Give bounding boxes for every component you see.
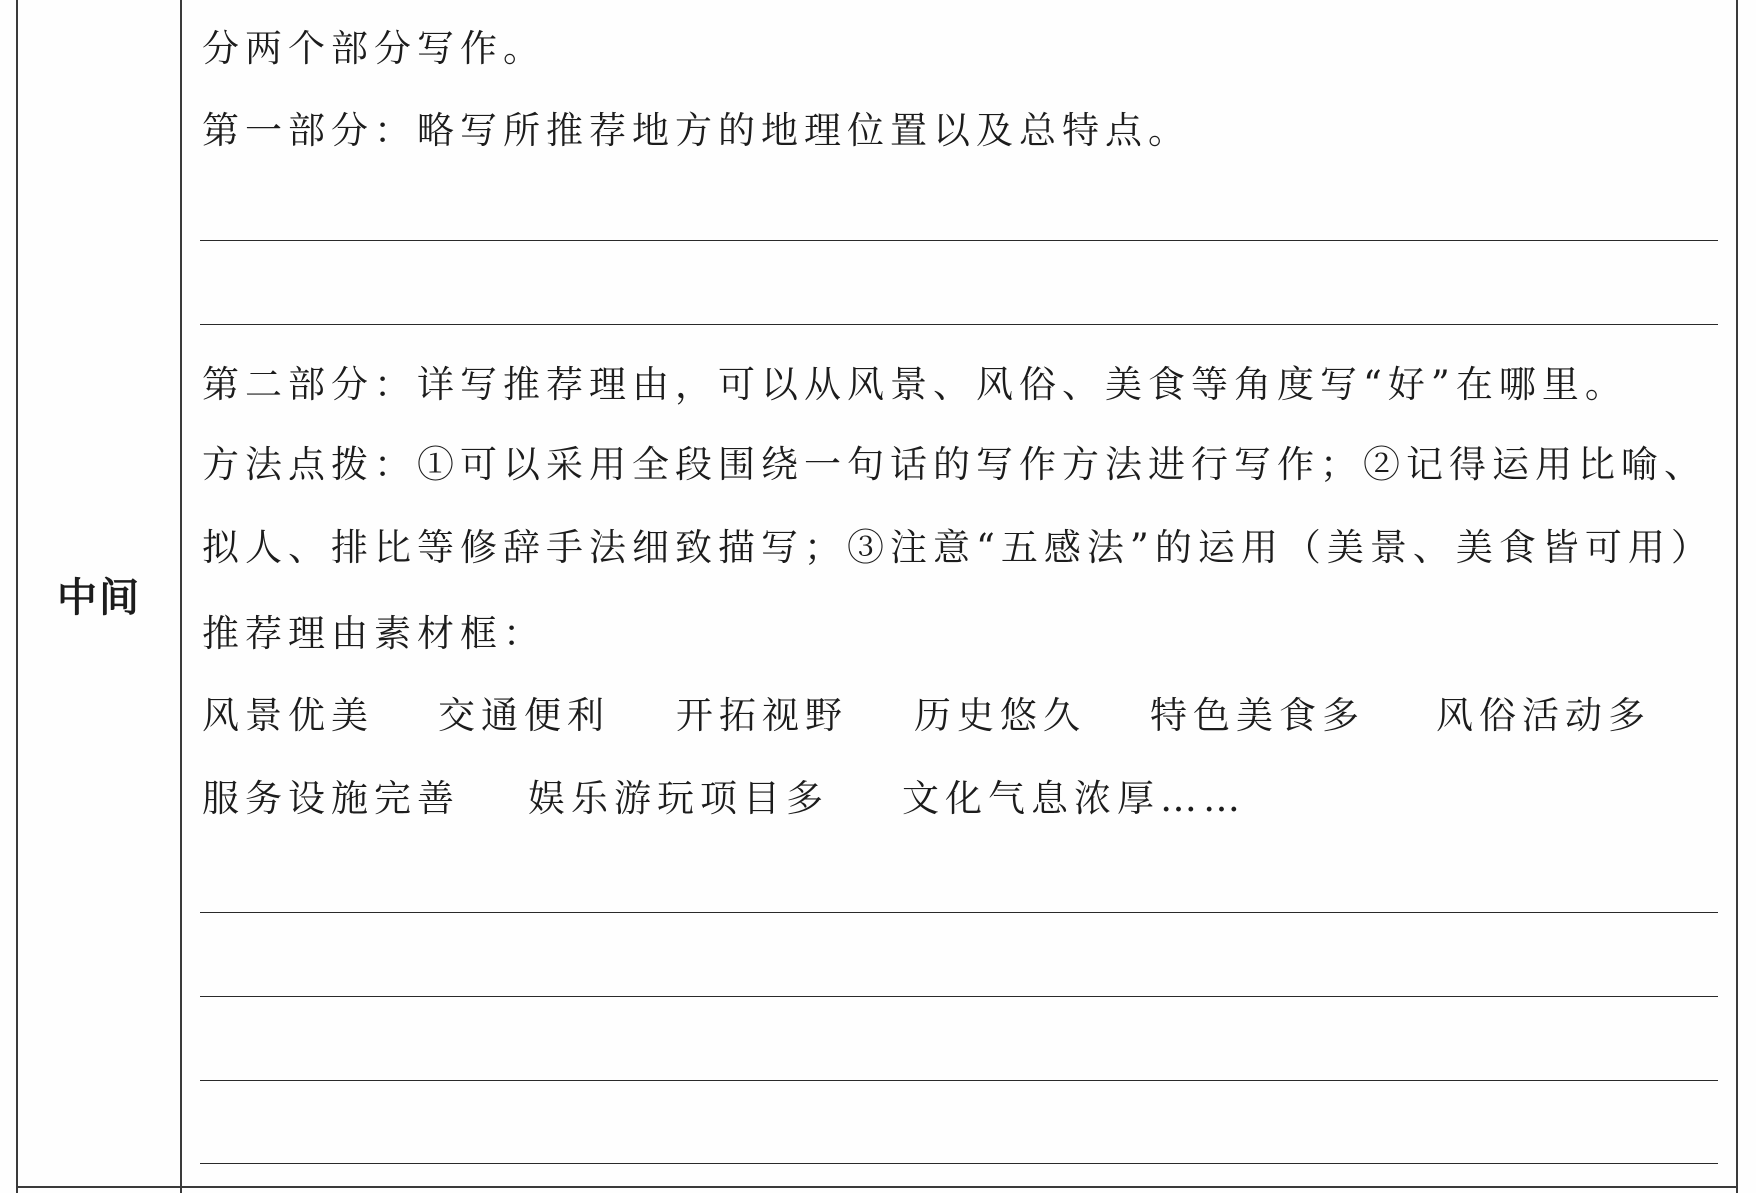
- table-bottom-border: [16, 1186, 1738, 1188]
- material-keyword: 文化气息浓厚……: [902, 777, 1246, 820]
- material-keyword: 开拓视野: [676, 694, 848, 737]
- table-right-border: [1736, 0, 1738, 1193]
- material-keyword: 服务设施完善: [202, 777, 460, 820]
- material-keyword: 历史悠久: [914, 694, 1086, 737]
- writing-line[interactable]: [200, 996, 1718, 997]
- material-keyword: 特色美食多: [1150, 694, 1365, 737]
- writing-line[interactable]: [200, 912, 1718, 913]
- material-keyword: 风景优美: [202, 694, 374, 737]
- section-label-cell: [18, 0, 180, 1186]
- section-label: 中间: [57, 574, 141, 621]
- part-two-instruction: 第二部分：详写推荐理由，可以从风景、风俗、美食等角度写“好”在哪里。: [202, 363, 1628, 406]
- material-keyword: 交通便利: [438, 694, 610, 737]
- writing-line[interactable]: [200, 240, 1718, 241]
- material-keyword: 风俗活动多: [1436, 694, 1651, 737]
- table-column-divider: [180, 0, 182, 1193]
- part-one-instruction: 第一部分：略写所推荐地方的地理位置以及总特点。: [202, 109, 1191, 152]
- writing-line[interactable]: [200, 1080, 1718, 1081]
- writing-line[interactable]: [200, 1163, 1718, 1164]
- method-tip-line-2: 拟人、排比等修辞手法细致描写；③注意“五感法”的运用（美景、美食皆可用）: [202, 526, 1714, 569]
- materials-box-title: 推荐理由素材框：: [202, 612, 546, 655]
- writing-line[interactable]: [200, 324, 1718, 325]
- material-keyword: 娱乐游玩项目多: [528, 777, 829, 820]
- intro-text: 分两个部分写作。: [202, 27, 546, 70]
- method-tip-line-1: 方法点拨：①可以采用全段围绕一句话的写作方法进行写作；②记得运用比喻、: [202, 443, 1707, 486]
